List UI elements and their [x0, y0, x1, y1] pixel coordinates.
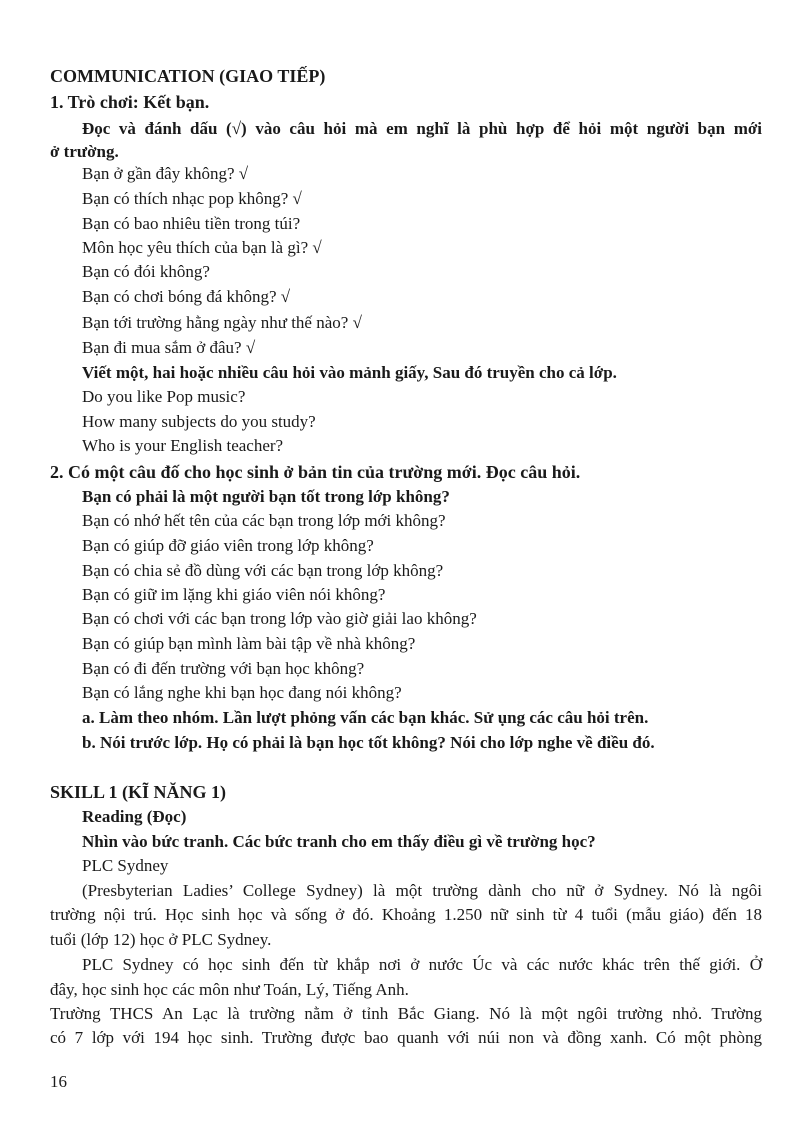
question-7: Bạn tới trường hằng ngày như thế nào? √ [82, 313, 362, 332]
quiz-title: Bạn có phải là một người bạn tốt trong lớp không? [82, 487, 450, 506]
task-a: a. Làm theo nhóm. Lần lượt phỏng vấn các bạn khác. Sử ụng các câu hỏi trên. [82, 708, 649, 727]
paragraph2-line-2: đây, học sinh học các môn như Toán, Lý, Tiếng Anh. [50, 980, 409, 999]
question-8: Bạn đi mua sắm ở đâu? √ [82, 338, 256, 357]
paragraph1-line-1: (Presbyterian Ladies’ College Sydney) là một trường dành cho nữ ở Sydney. Nó là ngôi [82, 881, 762, 900]
skill1-heading: SKILL 1 (KĨ NĂNG 1) [50, 782, 227, 802]
quiz-question-3: Bạn có chia sẻ đồ dùng với các bạn trong lớp không? [82, 561, 444, 580]
paragraph3-line-2: có 7 lớp với 194 học sinh. Trường được bao quanh với núi non và đồng xanh. Có một phòng [50, 1028, 762, 1047]
paragraph2-line-1: PLC Sydney có học sinh đến từ khắp nơi ở nước Úc và các nước khác trên thế giới. Ở [82, 955, 762, 974]
instruction-line-2: ở trường. [50, 142, 119, 161]
question-5: Bạn có đói không? [82, 262, 210, 281]
paragraph1-line-3: tuổi (lớp 12) học ở PLC Sydney. [50, 930, 272, 949]
instruction-line-1: Đọc và đánh dấu (√) vào câu hỏi mà em nghĩ là phù hợp để hỏi một người bạn mới [82, 119, 762, 138]
section2-title: 2. Có một câu đố cho học sinh ở bản tin của trường mới. Đọc câu hỏi. [50, 462, 581, 482]
quiz-question-4: Bạn có giữ im lặng khi giáo viên nói không? [82, 585, 386, 604]
communication-heading: COMMUNICATION (GIAO TIẾP) [50, 66, 326, 86]
quiz-question-2: Bạn có giúp đỡ giáo viên trong lớp không? [82, 536, 374, 555]
page-number: 16 [50, 1072, 67, 1091]
quiz-question-1: Bạn có nhớ hết tên của các bạn trong lớp mới không? [82, 511, 446, 530]
paragraph3-line-1: Trường THCS An Lạc là trường nằm ở tỉnh Bắc Giang. Nó là một ngôi trường nhỏ. Trường [50, 1004, 762, 1023]
question-1: Bạn ở gần đây không? √ [82, 164, 249, 183]
section1-title: 1. Trò chơi: Kết bạn. [50, 92, 210, 112]
write-instruction: Viết một, hai hoặc nhiều câu hỏi vào mảnh giấy, Sau đó truyền cho cả lớp. [82, 363, 617, 382]
english-question-2: How many subjects do you study? [82, 412, 316, 431]
english-question-1: Do you like Pop music? [82, 387, 246, 406]
quiz-question-6: Bạn có giúp bạn mình làm bài tập về nhà không? [82, 634, 416, 653]
school-name: PLC Sydney [82, 856, 169, 875]
question-3: Bạn có bao nhiêu tiền trong túi? [82, 214, 301, 233]
reading-label: Reading (Đọc) [82, 807, 187, 826]
question-4: Môn học yêu thích của bạn là gì? √ [82, 238, 322, 257]
quiz-question-5: Bạn có chơi với các bạn trong lớp vào giờ giải lao không? [82, 609, 477, 628]
question-2: Bạn có thích nhạc pop không? √ [82, 189, 302, 208]
quiz-question-7: Bạn có đi đến trường với bạn học không? [82, 659, 365, 678]
reading-prompt: Nhìn vào bức tranh. Các bức tranh cho em thấy điều gì về trường học? [82, 832, 596, 851]
task-b: b. Nói trước lớp. Họ có phải là bạn học tốt không? Nói cho lớp nghe về điều đó. [82, 733, 655, 752]
english-question-3: Who is your English teacher? [82, 436, 284, 455]
paragraph1-line-2: trường nội trú. Học sinh học và sống ở đó. Khoảng 1.250 nữ sinh từ 4 tuổi (mẫu giáo) đến 18 [50, 905, 762, 924]
question-6: Bạn có chơi bóng đá không? √ [82, 287, 291, 306]
quiz-question-8: Bạn có lắng nghe khi bạn học đang nói không? [82, 683, 402, 702]
